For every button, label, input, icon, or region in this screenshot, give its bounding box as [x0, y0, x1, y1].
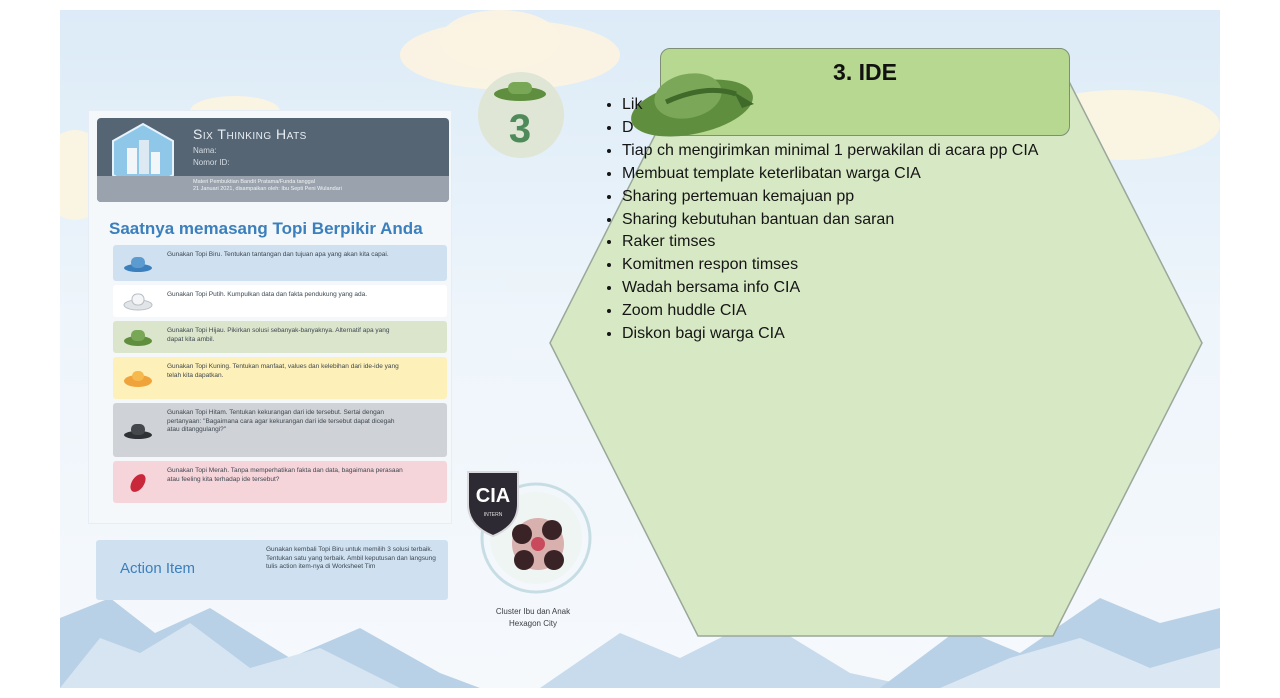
action-item-text: Gunakan kembali Topi Biru untuk memilih 3 solusi terbaik. Tentukan satu yang terbaik. Ambil keputusan dan langsung tulis action item-nya di Worksheet Tim [266, 546, 436, 570]
hat-row-blue [113, 245, 447, 281]
idea-list [594, 94, 1038, 346]
note-line: Materi Pembuktian Bandit Pratama/Funda tanggal [193, 179, 315, 185]
black-hat-icon [123, 419, 153, 441]
hat-row-text: Gunakan Topi Hijau. Pikirkan solusi sebanyak-banyaknya. Alternatif apa yang dapat kita ambil. [167, 327, 390, 343]
idea-item: • D [622, 117, 1038, 140]
hat-row-white [113, 285, 447, 317]
idea-item: • Membuat template keterlibatan warga CIA [622, 163, 1038, 186]
blue-hat-icon [123, 252, 153, 274]
cloud-decoration [440, 10, 560, 70]
card-title: Six Thinking Hats [193, 126, 307, 142]
idea-item: • Lik [622, 94, 1038, 117]
hat-row-text: Gunakan Topi Hitam. Tentukan kekurangan dari ide tersebut. Sertai dengan pertanyaan: "Bagaimana cara agar kekurangan dari ide tersebut dapat dicegah atau ditanggulangi?" [167, 409, 395, 433]
idea-item: • Diskon bagi warga CIA [622, 323, 1038, 346]
cia-badge-text: CIA [475, 485, 511, 507]
hat-row-red [113, 461, 447, 503]
green-hat-icon [123, 326, 153, 348]
yellow-hat-icon [123, 367, 153, 389]
cia-caption-line: Cluster Ibu dan Anak [495, 607, 571, 616]
hat-row-text: Gunakan Topi Kuning. Tentukan manfaat, values dan kelebihan dari ide-ide yang telah kita dapatkan. [167, 363, 399, 379]
idea-item: • Raker timses [622, 231, 1038, 254]
name-label: Nama: [193, 146, 217, 155]
flower-icon [512, 518, 564, 570]
cia-badge-sub: INTERN [483, 512, 503, 518]
id-label: Nomor ID: [193, 158, 230, 167]
action-item-label: Action Item [120, 560, 196, 577]
hat-row-yellow [113, 357, 447, 399]
cia-logo [462, 464, 594, 594]
idea-item: • Zoom huddle CIA [622, 300, 1038, 323]
card-header [97, 118, 449, 202]
hat-row-text: Gunakan Topi Biru. Tentukan tantangan dan tujuan apa yang akan kita capai. [167, 251, 389, 258]
hat-row-black [113, 403, 447, 457]
hat-row-green [113, 321, 447, 353]
idea-item: • Wadah bersama info CIA [622, 277, 1038, 300]
action-item-box [96, 540, 448, 600]
hat-row-text: Gunakan Topi Putih. Kumpulkan data dan fakta pendukung yang ada. [167, 291, 368, 298]
badge-number: 3 [508, 107, 532, 151]
idea-title: 3. IDE [833, 59, 897, 85]
idea-item: • Sharing pertemuan kemajuan pp [622, 186, 1038, 209]
note-line: 21 Januari 2021, disampaikan oleh: Ibu Septi Peni Wulandari [193, 186, 342, 192]
cia-caption [480, 606, 586, 630]
idea-item: • Sharing kebutuhan bantuan dan saran [622, 209, 1038, 232]
cia-caption-line: Hexagon City [508, 619, 558, 628]
hat-row-text: Gunakan Topi Merah. Tanpa memperhatikan fakta dan data, bagaimana perasaan atau feeling kita terhadap ide tersebut? [167, 467, 403, 483]
idea-item: • Tiap ch mengirimkan minimal 1 perwakilan di acara pp CIA [622, 140, 1038, 163]
white-hat-icon [123, 290, 153, 312]
six-thinking-hats-card [88, 110, 452, 524]
hats-heading: Saatnya memasang Topi Berpikir Anda [109, 219, 423, 238]
idea-item: • Komitmen respon timses [622, 254, 1038, 277]
red-hat-icon [123, 471, 153, 493]
